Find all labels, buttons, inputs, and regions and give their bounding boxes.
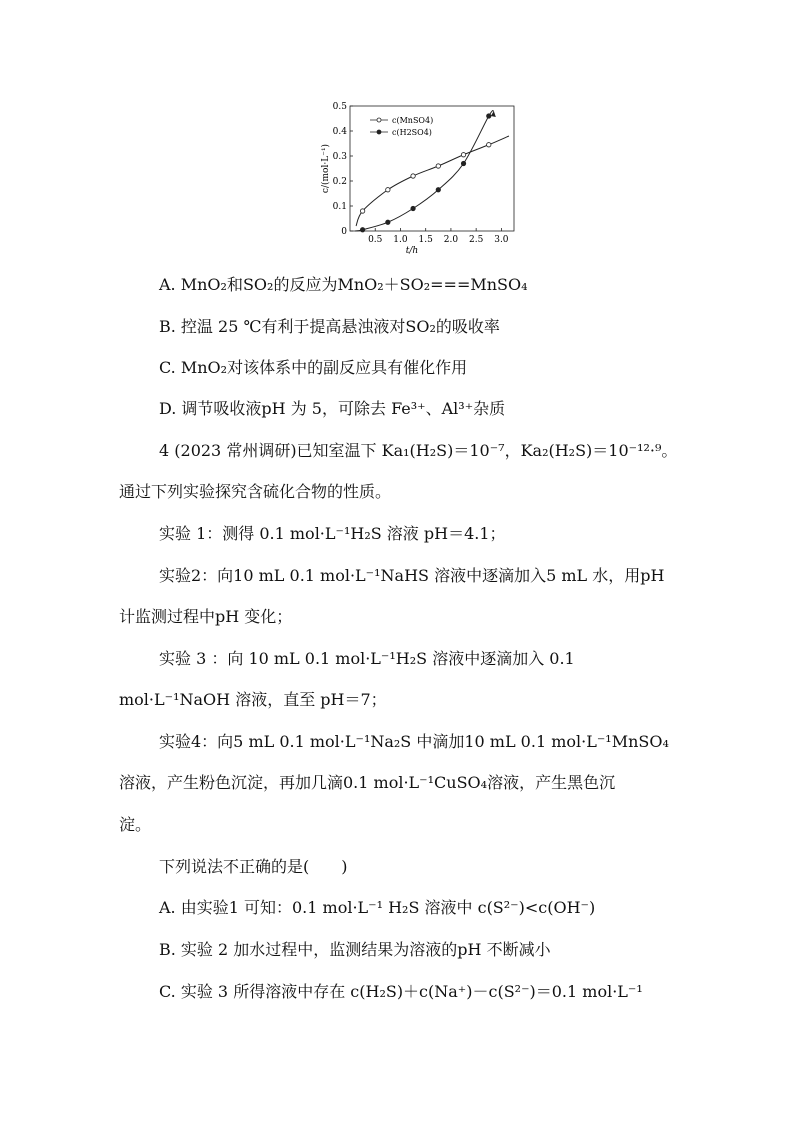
data-point-mnso4 bbox=[411, 174, 415, 178]
question-prompt: 下列说法不正确的是( ) bbox=[159, 857, 348, 876]
y-tick-label: 0 bbox=[341, 227, 347, 237]
x-tick-label: 1.5 bbox=[418, 235, 433, 245]
series-line-mnso4 bbox=[356, 136, 509, 226]
y-tick-label: 0.3 bbox=[332, 152, 347, 162]
question-4-stem: 4 (2023 常州调研)已知室温下 Ka₁(H₂S)＝10⁻⁷，Ka₂(H₂S)＝10⁻¹²·⁹。 bbox=[159, 441, 678, 460]
experiment-3-line2: mol·L⁻¹NaOH 溶液，直至 pH＝7； bbox=[119, 690, 387, 709]
option-d: D. 调节吸收液pH 为 5，可除去 Fe³⁺、Al³⁺杂质 bbox=[159, 399, 506, 418]
data-point-h2so4 bbox=[436, 188, 440, 192]
x-tick-label: 0.5 bbox=[368, 235, 383, 245]
experiment-4-line3: 淀。 bbox=[119, 815, 152, 834]
plot-area bbox=[320, 102, 514, 256]
x-axis-label: t/h bbox=[405, 246, 419, 256]
concentration-time-chart bbox=[318, 100, 520, 260]
x-tick-label: 3.0 bbox=[494, 235, 509, 245]
data-point-h2so4 bbox=[386, 220, 390, 224]
data-point-mnso4 bbox=[386, 188, 390, 192]
answer-c: C. 实验 3 所得溶液中存在 c(H₂S)＋c(Na⁺)－c(S²⁻)＝0.1 mol·L⁻¹ bbox=[159, 982, 643, 1001]
experiment-3-line1: 实验 3 ：向 10 mL 0.1 mol·L⁻¹H₂S 溶液中逐滴加入 0.1 bbox=[159, 649, 575, 668]
legend-label: c(H2SO4) bbox=[392, 128, 432, 137]
legend-marker bbox=[377, 118, 381, 122]
y-axis-label: c/(mol·L⁻¹) bbox=[321, 143, 331, 194]
answer-b: B. 实验 2 加水过程中，监测结果为溶液的pH 不断减小 bbox=[159, 940, 551, 959]
legend-label: c(MnSO4) bbox=[392, 116, 434, 125]
experiment-2-line1: 实验2：向10 mL 0.1 mol·L⁻¹NaHS 溶液中逐滴加入5 mL 水，用pH bbox=[159, 566, 665, 585]
y-tick-label: 0.1 bbox=[332, 202, 347, 212]
answer-a: A. 由实验1 可知：0.1 mol·L⁻¹ H₂S 溶液中 c(S²⁻)<c(OH⁻) bbox=[159, 898, 596, 917]
x-tick-label: 2.5 bbox=[468, 235, 484, 245]
x-tick-label: 2.0 bbox=[443, 235, 459, 245]
experiment-2-line2: 计监测过程中pH 变化； bbox=[119, 607, 293, 626]
experiment-1: 实验 1：测得 0.1 mol·L⁻¹H₂S 溶液 pH＝4.1； bbox=[159, 524, 506, 543]
data-point-h2so4 bbox=[411, 206, 415, 210]
data-point-mnso4 bbox=[436, 164, 440, 168]
data-point-mnso4 bbox=[487, 143, 491, 147]
experiment-4-line1: 实验4：向5 mL 0.1 mol·L⁻¹Na₂S 中滴加10 mL 0.1 mol·L⁻¹MnSO₄ bbox=[159, 732, 669, 751]
y-tick-label: 0.5 bbox=[332, 102, 347, 112]
data-point-h2so4 bbox=[461, 161, 465, 165]
data-point-h2so4 bbox=[487, 114, 491, 118]
y-tick-label: 0.2 bbox=[332, 177, 347, 187]
y-tick-label: 0.4 bbox=[332, 127, 347, 137]
question-4-intro: 通过下列实验探究含硫化合物的性质。 bbox=[119, 482, 392, 501]
option-c: C. MnO₂对该体系中的副反应具有催化作用 bbox=[159, 358, 468, 377]
option-b: B. 控温 25 ℃有利于提高悬浊液对SO₂的吸收率 bbox=[159, 317, 500, 336]
x-tick-label: 1.0 bbox=[393, 235, 408, 245]
data-point-mnso4 bbox=[461, 153, 465, 157]
option-a: A. MnO₂和SO₂的反应为MnO₂＋SO₂===MnSO₄ bbox=[159, 275, 528, 294]
experiment-4-line2: 溶液，产生粉色沉淀，再加几滴0.1 mol·L⁻¹CuSO₄溶液，产生黑色沉 bbox=[119, 773, 616, 792]
data-point-mnso4 bbox=[360, 209, 364, 213]
data-point-h2so4 bbox=[360, 228, 364, 232]
legend-marker bbox=[377, 130, 381, 134]
